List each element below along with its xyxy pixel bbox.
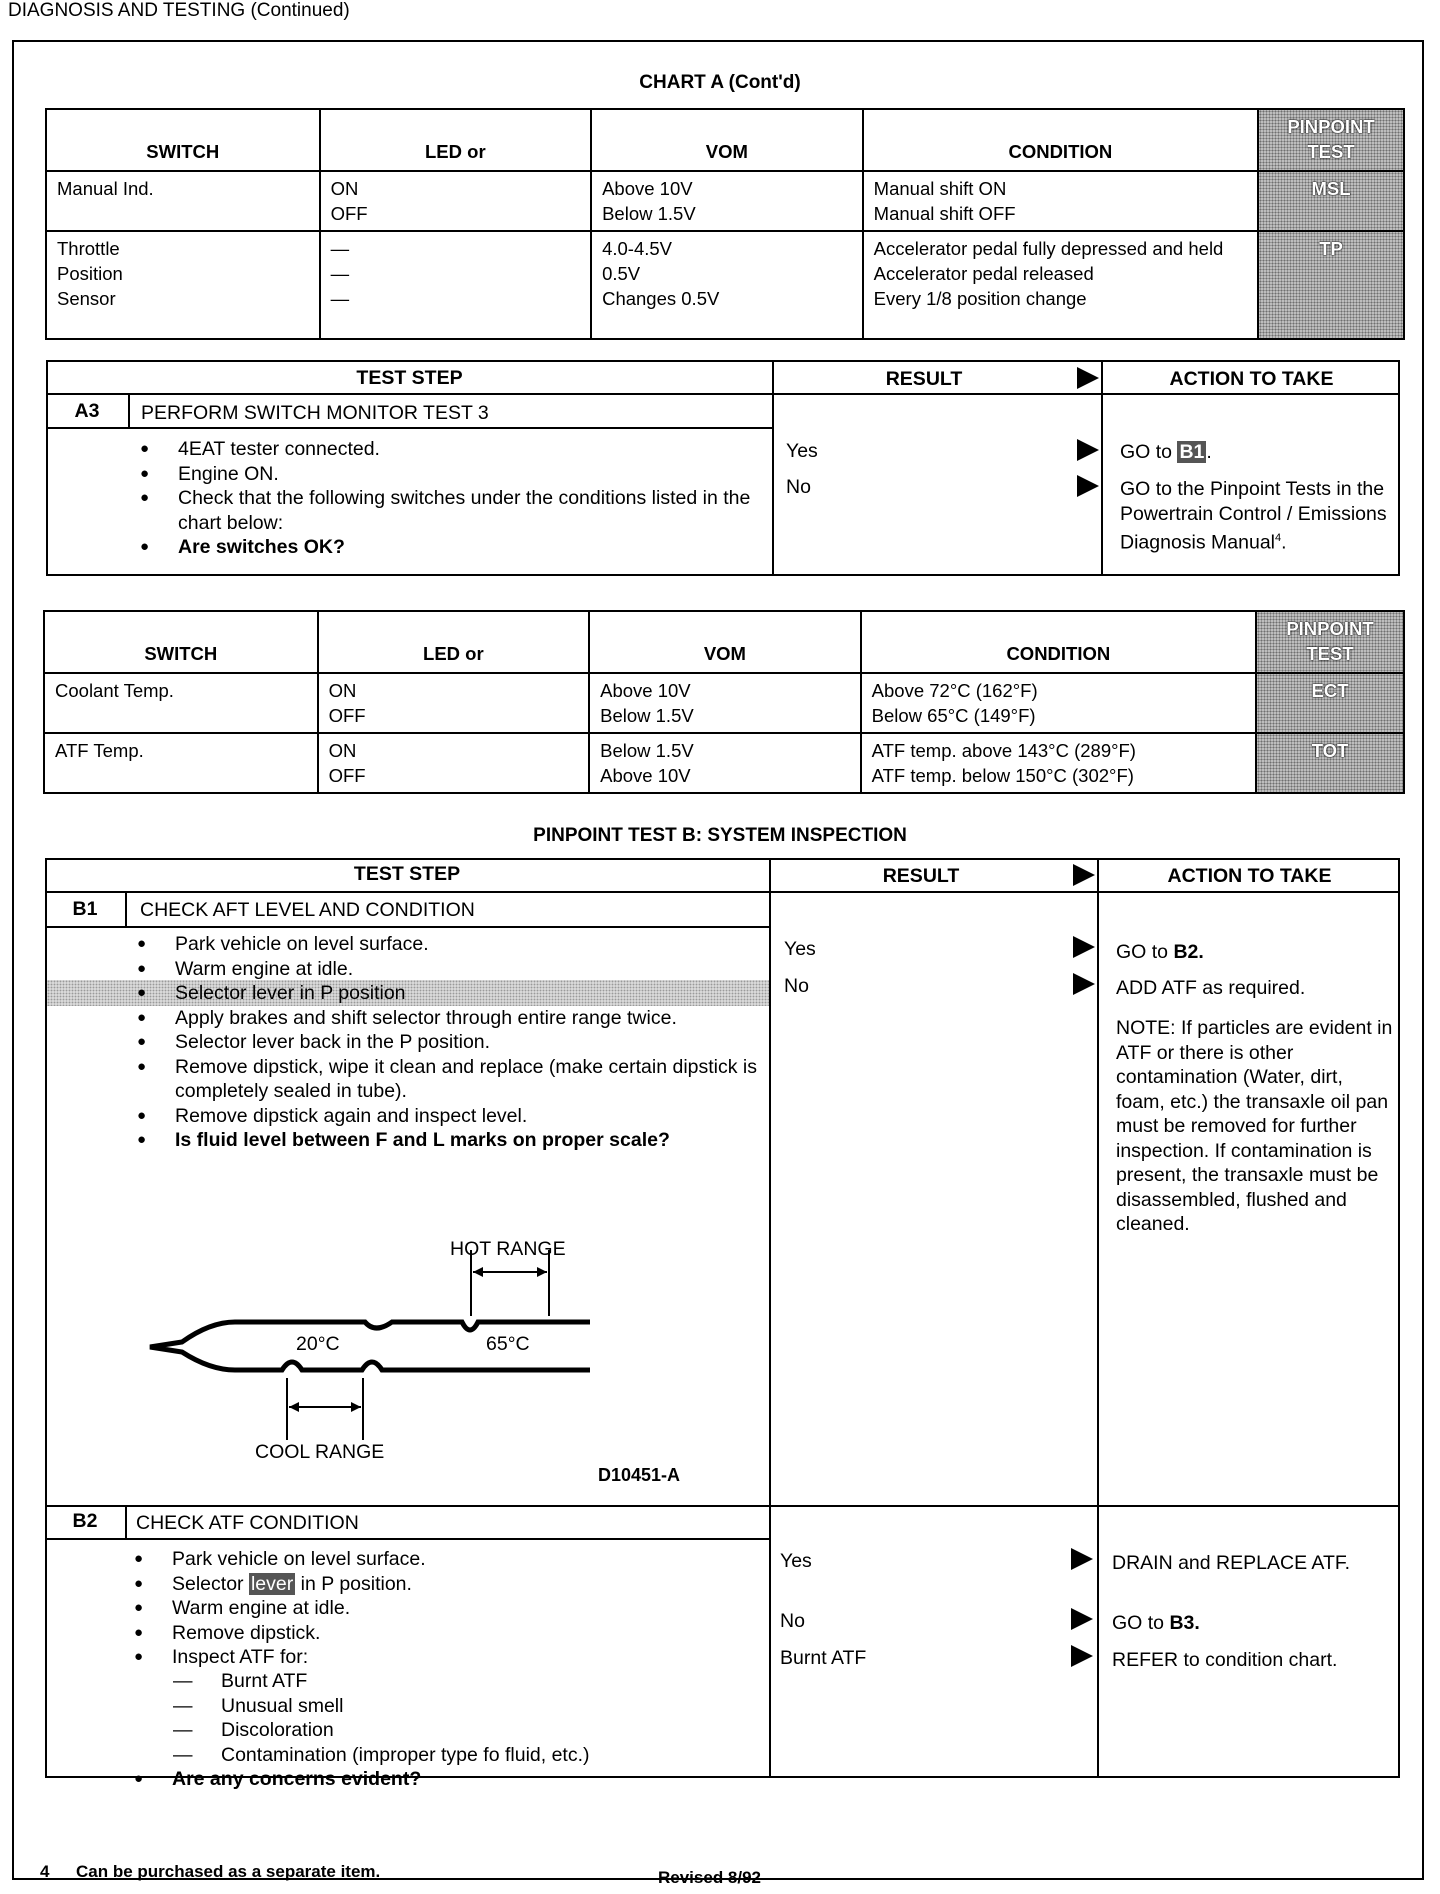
bullet-item: ● Remove dipstick. bbox=[134, 1621, 764, 1646]
b1-result-no: No bbox=[784, 975, 809, 997]
chart-a-table bbox=[45, 108, 1405, 340]
highlighted-word: lever bbox=[250, 1572, 294, 1595]
step-ref: B1 bbox=[1179, 441, 1205, 463]
action-text: GO to bbox=[1120, 441, 1178, 463]
b2-action-no bbox=[1112, 1611, 1200, 1636]
bullet-item bbox=[134, 1572, 764, 1597]
step-ref: B3. bbox=[1169, 1612, 1200, 1634]
a3-col-action: ACTION TO TAKE bbox=[1169, 368, 1334, 390]
cell-vom: Above 10V Below 1.5V bbox=[589, 673, 861, 733]
sub-item: — Unusual smell bbox=[173, 1694, 763, 1719]
col-switch: SWITCH bbox=[46, 109, 320, 171]
bullet-item: ● Check that the following switches under the conditions listed in the chart below: bbox=[140, 486, 760, 535]
a3-action-no bbox=[1120, 477, 1390, 555]
col-vom: VOM bbox=[589, 611, 861, 673]
bullet-item: ● Remove dipstick again and inspect level. bbox=[137, 1104, 762, 1129]
step-b1-bullets bbox=[137, 932, 762, 1153]
figure-id: D10451-A bbox=[598, 1465, 681, 1485]
b1-result-yes: Yes bbox=[784, 938, 816, 960]
cell-vom: 4.0-4.5V 0.5V Changes 0.5V bbox=[591, 231, 863, 339]
bullet-item: ● Remove dipstick, wipe it clean and replace (make certain dipstick is completely sealed in tube). bbox=[137, 1055, 762, 1104]
b2-result-no: No bbox=[780, 1610, 805, 1632]
cell-vom: Above 10V Below 1.5V bbox=[591, 171, 863, 231]
bullet-item: ● 4EAT tester connected. bbox=[140, 437, 760, 462]
cell-pinpoint-test: TOT bbox=[1256, 733, 1404, 793]
cell-led: ON OFF bbox=[320, 171, 592, 231]
a3-result-yes: Yes bbox=[786, 440, 818, 462]
col-condition: CONDITION bbox=[863, 109, 1258, 171]
result-arrow-icon bbox=[1077, 439, 1099, 461]
step-b2-question bbox=[134, 1767, 764, 1792]
col-condition: CONDITION bbox=[861, 611, 1256, 673]
b-col-test-step: TEST STEP bbox=[353, 863, 461, 885]
cell-led: ON OFF bbox=[318, 733, 590, 793]
cool-range-label: COOL RANGE bbox=[255, 1441, 385, 1463]
result-arrow-icon bbox=[1077, 475, 1099, 497]
bullet-text: Selector bbox=[172, 1572, 249, 1595]
a3-result-no: No bbox=[786, 476, 811, 498]
bullet-item: ● Warm engine at idle. bbox=[137, 957, 762, 982]
revised-date: Revised 8/92 bbox=[658, 1868, 762, 1887]
col-pinpoint-test: PINPOINT TEST bbox=[1256, 611, 1404, 673]
b1-action-no: ADD ATF as required. bbox=[1116, 977, 1306, 999]
cell-switch: Coolant Temp. bbox=[44, 673, 318, 733]
step-b2-id: B2 bbox=[72, 1510, 98, 1532]
pinpoint-b-title: PINPOINT TEST B: SYSTEM INSPECTION bbox=[533, 825, 907, 846]
step-b1-title: CHECK AFT LEVEL AND CONDITION bbox=[140, 899, 475, 921]
hot-range-label: HOT RANGE bbox=[450, 1238, 566, 1260]
cell-led: — — — bbox=[320, 231, 592, 339]
step-b2-bullets bbox=[134, 1547, 764, 1670]
col-led: LED or bbox=[318, 611, 590, 673]
cell-vom: Below 1.5V Above 10V bbox=[589, 733, 861, 793]
b-col-action: ACTION TO TAKE bbox=[1167, 865, 1332, 887]
result-arrow-icon bbox=[1071, 1645, 1093, 1667]
sub-item: — Discoloration bbox=[173, 1718, 763, 1743]
step-a3-id: A3 bbox=[74, 400, 100, 422]
result-arrow-icon bbox=[1073, 973, 1095, 995]
step-ref: B2. bbox=[1173, 941, 1204, 963]
cell-condition: Manual shift ON Manual shift OFF bbox=[863, 171, 1258, 231]
step-a3-title: PERFORM SWITCH MONITOR TEST 3 bbox=[141, 402, 489, 424]
cell-condition: ATF temp. above 143°C (289°F) ATF temp. below 150°C (302°F) bbox=[861, 733, 1256, 793]
chart-a-title: CHART A (Cont'd) bbox=[639, 72, 801, 93]
footnote-text: Can be purchased as a separate item. bbox=[76, 1862, 381, 1881]
cell-pinpoint-test: TP bbox=[1258, 231, 1404, 339]
cell-condition: Above 72°C (162°F) Below 65°C (149°F) bbox=[861, 673, 1256, 733]
b1-note: NOTE: If particles are evident in ATF or there is other contamination (Water, dirt, foam, etc.) the transaxle oil pan must be removed for further inspection. If contamination is present, the transaxle must be disassembled, flushed and cleaned. bbox=[1116, 1017, 1393, 1235]
footnote-number: 4 bbox=[40, 1862, 50, 1881]
b2-action-yes: DRAIN and REPLACE ATF. bbox=[1112, 1552, 1351, 1574]
action-text: . bbox=[1281, 531, 1287, 554]
temp-high-label: 65°C bbox=[486, 1333, 530, 1355]
a3-action-yes bbox=[1120, 440, 1212, 465]
b-col-result: RESULT bbox=[882, 865, 960, 887]
step-b2-title: CHECK ATF CONDITION bbox=[136, 1512, 359, 1534]
temp-low-label: 20°C bbox=[296, 1333, 340, 1355]
col-led: LED or bbox=[320, 109, 592, 171]
bullet-item: ● Park vehicle on level surface. bbox=[134, 1547, 764, 1572]
bullet-text: in P position. bbox=[295, 1572, 412, 1595]
b2-action-burnt: REFER to condition chart. bbox=[1112, 1649, 1338, 1671]
bullet-item: ● Selector lever back in the P position. bbox=[137, 1030, 762, 1055]
cell-pinpoint-test: MSL bbox=[1258, 171, 1404, 231]
step-b2-subitems bbox=[173, 1669, 763, 1767]
action-text: GO to the Pinpoint Tests in the Powertrain Control / Emissions Diagnosis Manual bbox=[1120, 478, 1387, 554]
result-arrow-icon bbox=[1073, 864, 1095, 886]
bullet-item: ● Apply brakes and shift selector through entire range twice. bbox=[137, 1006, 762, 1031]
bullet-item: ● Inspect ATF for: bbox=[134, 1645, 764, 1670]
footnote-ref: 4 bbox=[1275, 532, 1282, 544]
a3-col-test-step: TEST STEP bbox=[356, 367, 463, 389]
bullet-item: ● Selector lever in P position bbox=[137, 981, 762, 1006]
bullet-question: ● Are switches OK? bbox=[140, 535, 760, 560]
sub-item: — Contamination (improper type fo fluid, etc.) bbox=[173, 1743, 763, 1768]
sub-item: — Burnt ATF bbox=[173, 1669, 763, 1694]
bullet-item: ● Engine ON. bbox=[140, 462, 760, 487]
cell-led: ON OFF bbox=[318, 673, 590, 733]
bullet-item: ● Park vehicle on level surface. bbox=[137, 932, 762, 957]
action-text: GO to bbox=[1112, 1612, 1170, 1634]
a3-col-result: RESULT bbox=[885, 368, 963, 390]
action-text: GO to bbox=[1116, 941, 1174, 963]
page-header: DIAGNOSIS AND TESTING (Continued) bbox=[8, 0, 350, 21]
b2-result-yes: Yes bbox=[780, 1550, 812, 1572]
cell-switch: Manual Ind. bbox=[46, 171, 320, 231]
result-arrow-icon bbox=[1071, 1608, 1093, 1630]
result-arrow-icon bbox=[1077, 367, 1099, 389]
cell-condition: Accelerator pedal fully depressed and held Accelerator pedal released Every 1/8 position change bbox=[863, 231, 1258, 339]
col-vom: VOM bbox=[591, 109, 863, 171]
cell-switch: Throttle Position Sensor bbox=[46, 231, 320, 339]
col-pinpoint-test: PINPOINT TEST bbox=[1258, 109, 1404, 171]
action-text: . bbox=[1206, 441, 1212, 463]
bullet-item: ● Warm engine at idle. bbox=[134, 1596, 764, 1621]
step-b1-id: B1 bbox=[72, 898, 98, 920]
b1-action-yes bbox=[1116, 940, 1204, 965]
bullet-question: ● Are any concerns evident? bbox=[134, 1767, 764, 1792]
bullet-question: ● Is fluid level between F and L marks on proper scale? bbox=[137, 1128, 762, 1153]
result-arrow-icon bbox=[1071, 1548, 1093, 1570]
result-arrow-icon bbox=[1073, 936, 1095, 958]
cell-pinpoint-test: ECT bbox=[1256, 673, 1404, 733]
col-switch: SWITCH bbox=[44, 611, 318, 673]
cell-switch: ATF Temp. bbox=[44, 733, 318, 793]
step-a3-bullets bbox=[140, 437, 760, 560]
chart-b-table bbox=[43, 610, 1405, 794]
b2-result-burnt: Burnt ATF bbox=[780, 1647, 867, 1669]
